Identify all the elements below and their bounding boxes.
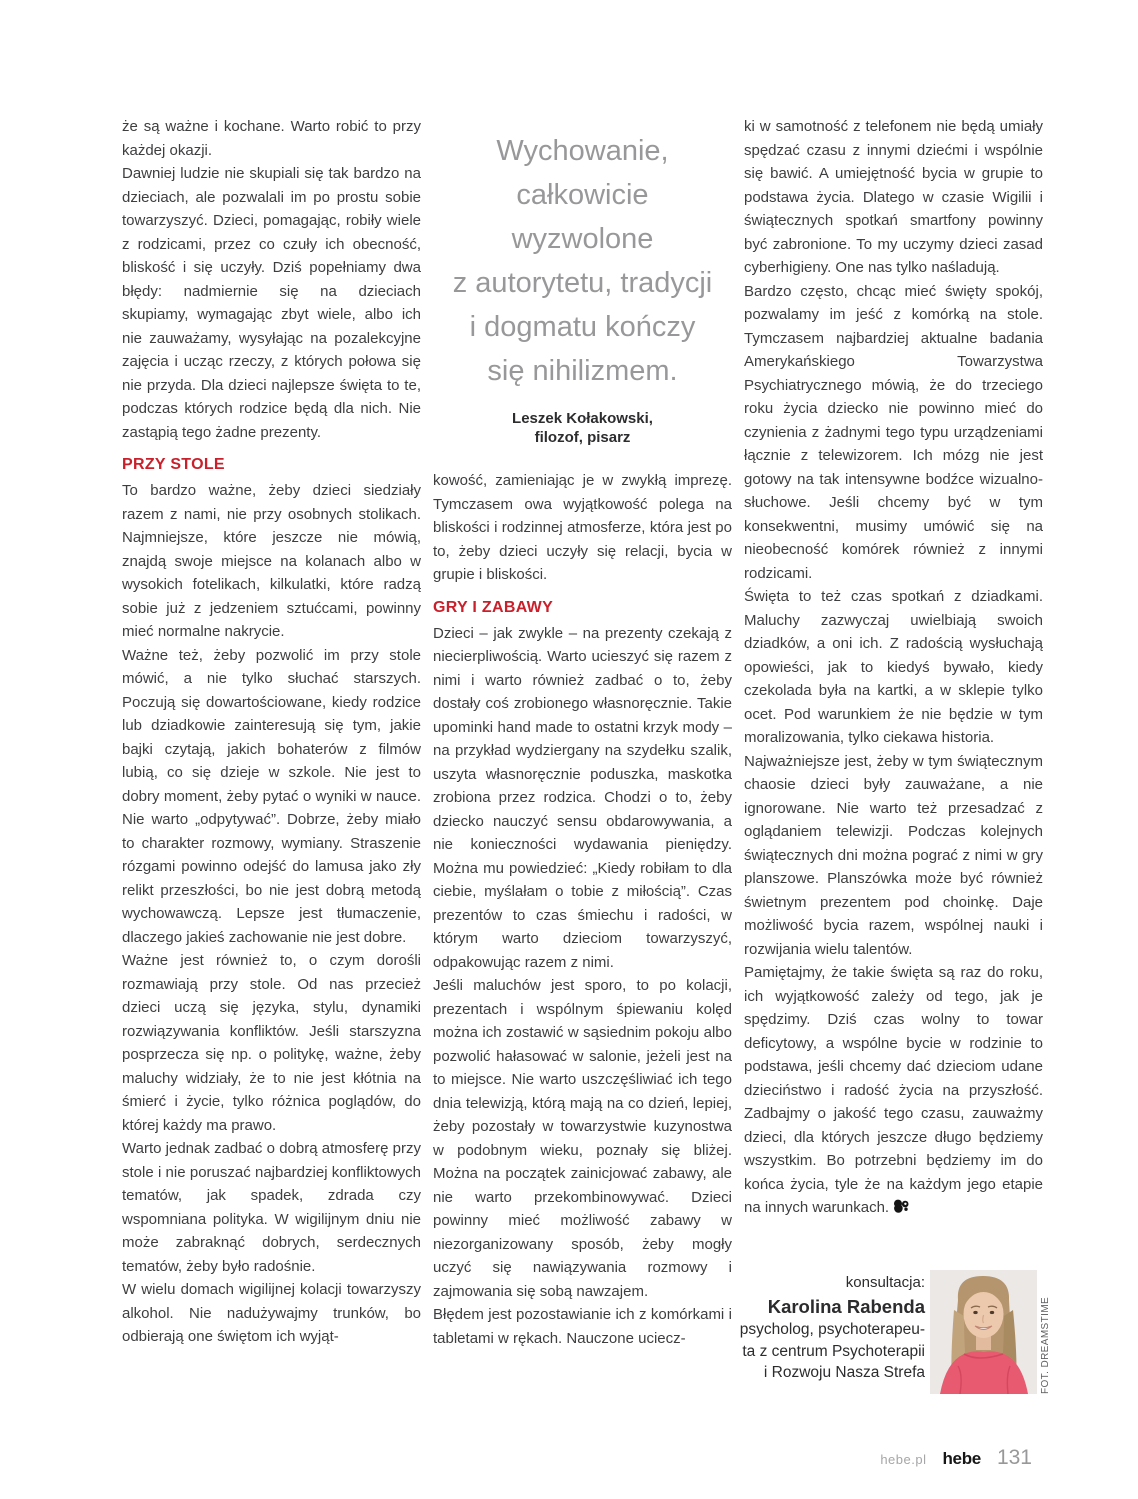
paragraph: Najważniejsze jest, żeby w tym świątecznym chaosie dzieci były zauważane, a nie ignorowane. Nie warto też przesadzać z oglądaniem telewizji. Podczas kolejnych świątecznych dni można pograć z nimi w gry planszowe. Planszówka może być również świetnym prezentem pod choinkę. Daje możliwość bycia razem, wspólnej nauki i rozwijania wielu talentów. [744,752,1043,958]
paragraph: Ważne też, żeby pozwolić im przy stole mówić, a nie tylko słuchać starszych. Poczują się dowartościowane, kiedy rodzice lub dziadkowie zainteresują się tym, jakie bajki czytają, jakich bohaterów z filmów lubią, co się dzieje w szkole. Nie jest to dobry moment, żeby pytać o wyniki w nauce. Nie warto „odpytywać”. Dobrze, żeby miało to charakter rozmowy, wymiany. Straszenie rózgami powinno odejść do lamusa jako zły relikt przeszłości, bo nie jest dobrą metodą wychowawczą. Lepsze jest tłumaczenie, dlaczego jakieś zachowanie nie jest dobre. [122,646,421,946]
pull-quote-line: się nihilizmem. [487,355,678,387]
quote-author: Leszek Kołakowski, [512,410,653,427]
quote-author-role: filozof, pisarz [534,429,631,446]
section-heading-gry-i-zabawy: GRY I ZABAWY [433,598,554,616]
pull-quote-line: z autorytetu, tradycji [452,267,713,299]
article-end-flourish-icon [893,1199,910,1213]
paragraph: że są ważne i kochane. Warto robić to przy każdej okazji. [122,118,421,159]
paragraph: kowość, zamieniając je w zwykłą imprezę. Tymczasem owa wyjątkowość polega na bliskości i rodzinnej atmosferze, która jest po to, żeby dzieci uczyły się relacji, bycia w grupie i bliskości. [433,472,732,583]
pull-quote-line: całkowicie [516,179,649,211]
paragraph: Święta to też czas spotkań z dziadkami. Maluchy zazwyczaj uwielbiają swoich dziadków, a oni ich. Z radością wysłuchają opowieści, jak to kiedyś bywało, kiedy czekolada była na kartki, a w sklepie tylko ocet. Pod warunkiem że nie będzie w tym moralizowania, tylko ciekawa historia. [744,588,1043,746]
paragraph: ki w samotność z telefonem nie będą umiały spędzać czasu z innymi dziećmi i wspólnie się bawić. A umiejętność bycia w grupie to podstawa życia. Dlatego w czasie Wigilii i świątecznych spotkań smartfony powinny być zabronione. To my uczymy dzieci zasad cyberhigieny. One nas tylko naśladują. [744,118,1043,276]
pull-quote-line: wyzwolone [511,223,654,255]
paragraph: Bardzo często, chcąc mieć święty spokój, pozwalamy im jeść z komórką na stole. Tymczasem najbardziej aktualne badania Amerykańskiego Towarzystwa Psychiatrycznego mówią, że do trzeciego roku życia dziecko nie powinno mieć do czynienia z żadnymi tego typu urządzeniami łącznie z telewizorem. Ich mózg nie jest gotowy na tak intensywne bodźce wizualno-słuchowe. Jeśli chcemy być w tym konsekwentni, musimy umówić się na nieobecność komórek również z innymi rodzicami. [744,282,1043,582]
paragraph: Dzieci – jak zwykle – na prezenty czekają z niecierpliwością. Warto ucieszyć się razem z nimi i warto również zadbać o to, żeby dostały coś zrobionego własnoręcznie. Takie upominki hand made to ostatni krzyk mody – na przykład wydziergany na szydełku szalik, uszyta własnoręcznie poduszka, maskotka zrobiona przez rodzica. Chodzi o to, żeby dziecko nauczyć sensu obdarowywania, a nie konieczności wydawania pieniędzy. Można mu powiedzieć: „Kiedy robiłam to dla ciebie, myślałam o tobie z miłością”. Czas prezentów to czas śmiechu i radości, w którym warto dzieciom towarzyszyć, odpakowując razem z nimi. [433,624,732,971]
paragraph-text: Pamiętajmy, że takie święta są raz do roku, ich wyjątkowość zależy od tego, jak je spędzimy. Dziś czas wolny to towar deficytowy, a wspólne bycie w rodzinie to podstawa, jeśli chcemy dać dzieciom udane dzieciństwo i radość życia na przyszłość. Zadbajmy o jakość tego czasu, zauważmy dzieci, dla których jeszcze długo będziemy wszystkim. Bo potrzebni będziemy im do końca życia, tyle że na każdym jego etapie na innych warunkach. [744,964,1043,1216]
footer-site-url: hebe.pl [880,1452,927,1467]
paragraph: To bardzo ważne, żeby dzieci siedziały razem z nami, nie przy osobnych stolikach. Najmniejsze, które jeszcze nie mówią, znajdą swoje miejsce na kolanach albo w wysokich fotelikach, kilkulatki, które radzą sobie już z jedzeniem sztućcami, powinny mieć normalne nakrycie. [122,482,421,640]
section-heading-przy-stole: PRZY STOLE [122,456,225,473]
consultant-name: Karolina Rabenda [767,1296,925,1317]
consultant-description-line: i Rozwoju Nasza Strefa [763,1364,925,1381]
paragraph [744,961,1043,1220]
footer-page-number: 131 [996,1446,1032,1469]
footer-brand-logo: hebe [942,1449,981,1468]
paragraph: Dawniej ludzie nie skupiali się tak bardzo na dzieciach, ale pozwalali im po prostu sobie towarzyszyć. Dzieci, pomagając, robiły wiele z rodzicami, przez co czuły ich obecność, bliskość i się uczyły. Dziś popełniamy dwa błędy: nadmiernie się na dzieciach skupiamy, wymagając zbyt wiele, albo ich nie zauważamy, wysyłając na pozalekcyjne zajęcia i ucząc rzeczy, z których połowa się nie przyda. Dla dzieci najlepsze święta to te, podczas których rodzice będą dla nich. Nie zastąpią tego żadne prezenty. [122,165,421,441]
paragraph: Błędem jest pozostawianie ich z komórkami i tabletami w rękach. Nauczone uciecz- [433,1306,732,1347]
consultant-photo [930,1270,1037,1394]
left-column [122,115,421,1349]
consultant-description-line: psycholog, psychoterapeu- [739,1321,925,1338]
consultation-block [620,1272,925,1384]
consultant-description-line: ta z centrum Psychoterapii [742,1342,925,1360]
pull-quote [433,115,732,447]
paragraph: Ważne jest również to, o czym dorośli rozmawiają przy stole. Od nas przecież dzieci uczą się języka, stylu, dynamiki rozwiązywania konfliktów. Jeśli starszyzna posprzecza się np. o politykę, ważne, żeby maluchy widziały, że to nie jest kłótnia na śmierć i życie, tylko różnica poglądów, do której każdy ma prawo. [122,952,421,1134]
consultation-label: konsultacja: [845,1274,925,1291]
pull-quote-line: i dogmatu kończy [469,311,696,343]
page-footer [880,1446,1032,1470]
photo-credit: FOT. DREAMSTIME [1040,1296,1051,1394]
pull-quote-line: Wychowanie, [496,135,669,167]
paragraph: Jeśli maluchów jest sporo, to po kolacji, prezentach i wspólnym śpiewaniu kolęd można ich zostawić w sąsiednim pokoju albo pozwolić hałasować w salonie, jeżeli jest na to miejsce. Nie warto uszczęśliwiać ich tego dnia telewizją, którą mają na co dzień, lepiej, żeby pozostały w towarzystwie kuzynostwa w podobnym wieku, poznały się bliżej. Można na początek zainicjować zabawy, ale nie warto przekombinowywać. Dzieci powinny mieć możliwość zabawy w niezorganizowany sposób, żeby mogły uczyć się nawiązywania rozmowy i zajmowania się sobą nawzajem. [433,977,732,1300]
paragraph: W wielu domach wigilijnej kolacji towarzyszy alkohol. Nie nadużywajmy trunków, bo odbierają one świętom ich wyjąt- [122,1281,421,1345]
right-column [744,115,1043,1220]
paragraph: Warto jednak zadbać o dobrą atmosferę przy stole i nie poruszać najbardziej konfliktowych tematów, jak spadek, zdrada czy wspomniana polityka. W wigilijnym dniu nie może zabraknąć dobrych, serdecznych tematów, żeby było radośnie. [122,1140,421,1275]
center-column [433,115,732,1350]
